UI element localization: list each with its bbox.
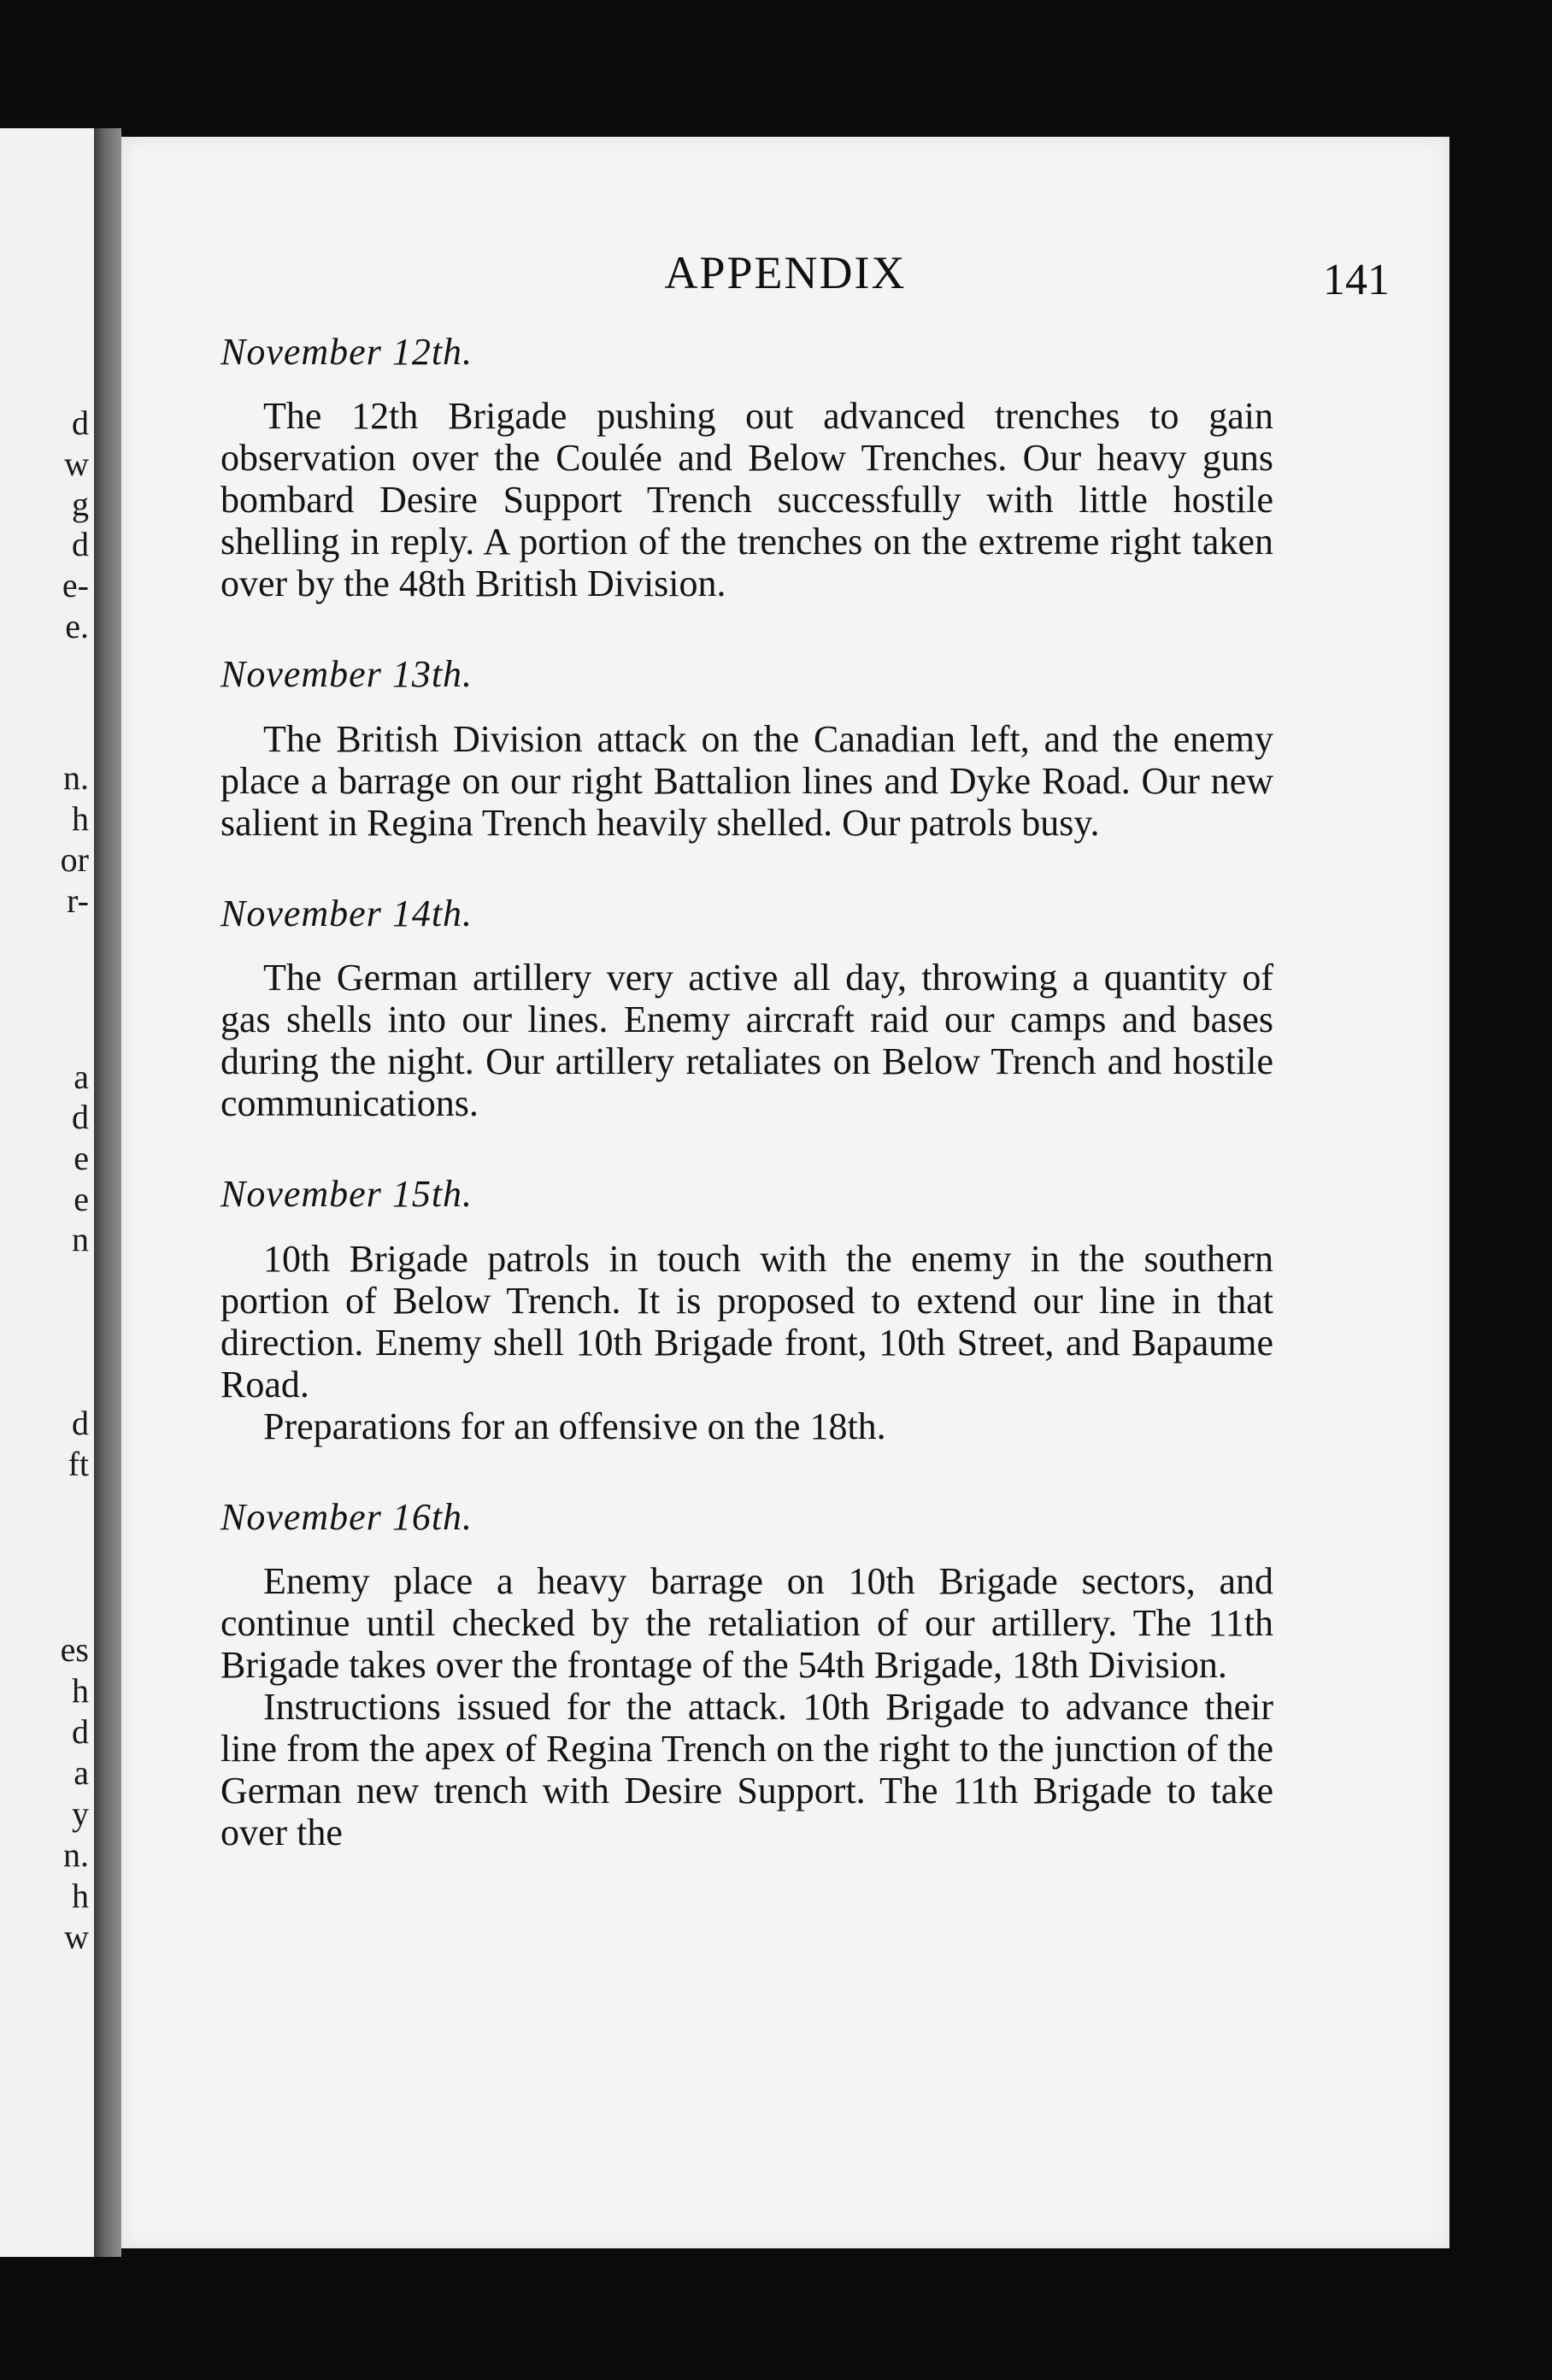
page-number: 141	[1323, 256, 1390, 304]
left-page-fragment: n.	[63, 758, 89, 797]
entry-paragraph: Instructions issued for the attack. 10th Brigade to advance their line from the apex of Regina Trench on the right to the junction of the German new trench with Desire Support. The 11th Brigade to take over the	[220, 1685, 1273, 1853]
left-page-fragment: e	[73, 1139, 89, 1177]
entry-paragraph: The 12th Brigade pushing out advanced trenches to gain observation over the Coulée and Below Trenches. Our heavy guns bombard Desire Support Trench successfully with little hostile shelling in reply. A portion of the trenches on the extreme right taken over by the 48th British Division.	[220, 395, 1273, 605]
left-page-fragment: h	[72, 799, 89, 838]
left-page-fragment: es	[60, 1630, 89, 1669]
left-page-fragment: g	[72, 485, 89, 523]
left-page-fragment: h	[72, 1876, 89, 1915]
diary-entry	[220, 332, 1273, 604]
left-page-fragment: or	[60, 840, 89, 879]
left-page-fragment: n.	[63, 1835, 89, 1874]
left-page-fragment: w	[64, 1918, 89, 1956]
book-page	[121, 137, 1449, 2248]
left-page-fragment: y	[72, 1794, 89, 1833]
left-page-fragment: n	[72, 1220, 89, 1258]
running-head: APPENDIX	[664, 247, 907, 298]
left-page-fragment: e	[73, 1180, 89, 1218]
left-page-fragment: h	[72, 1671, 89, 1710]
left-page-fragment: a	[73, 1057, 89, 1096]
entry-date: November 12th.	[220, 331, 473, 373]
page-body	[220, 332, 1273, 1903]
left-page-fragment: d	[72, 1712, 89, 1751]
left-page-fragment: d	[72, 1098, 89, 1136]
entry-date: November 16th.	[220, 1495, 473, 1538]
left-page-fragment: a	[73, 1753, 89, 1792]
entry-paragraph: The German artillery very active all day, throwing a quantity of gas shells into our lines. Enemy aircraft raid our camps and bases during the night. Our artillery retaliates on Below Trench and hostile communications.	[220, 957, 1273, 1125]
adjacent-page-edge	[0, 128, 94, 2257]
entry-date: November 14th.	[220, 892, 473, 934]
left-page-fragment: r-	[67, 881, 89, 920]
diary-entry	[220, 1497, 1273, 1853]
entry-paragraph: Enemy place a heavy barrage on 10th Brigade sectors, and continue until checked by the retaliation of our artillery. The 11th Brigade takes over the frontage of the 54th Brigade, 18th Division.	[220, 1559, 1273, 1686]
left-page-fragment: d	[72, 404, 89, 442]
left-page-fragment: e.	[65, 607, 89, 645]
diary-entry	[220, 654, 1273, 843]
diary-entry	[220, 1174, 1273, 1446]
entry-paragraph: 10th Brigade patrols in touch with the enemy in the southern portion of Below Trench. It is proposed to extend our line in that direction. Enemy shell 10th Brigade front, 10th Street, and Bapaume Road.	[220, 1237, 1273, 1405]
entry-paragraph: The British Division attack on the Canadian left, and the enemy place a barrage on our right Battalion lines and Dyke Road. Our new salient in Regina Trench heavily shelled. Our patrols busy.	[220, 717, 1273, 844]
diary-entry	[220, 893, 1273, 1124]
entry-date: November 13th.	[220, 653, 473, 696]
left-page-fragment: ft	[68, 1445, 89, 1483]
left-page-fragment: e-	[62, 566, 89, 604]
left-page-fragment: d	[72, 525, 89, 563]
left-page-fragment: d	[72, 1404, 89, 1442]
book-gutter	[94, 128, 121, 2257]
entry-paragraph: Preparations for an offensive on the 18th.	[263, 1405, 886, 1447]
left-page-fragment: w	[64, 445, 89, 483]
entry-date: November 15th.	[220, 1173, 473, 1216]
